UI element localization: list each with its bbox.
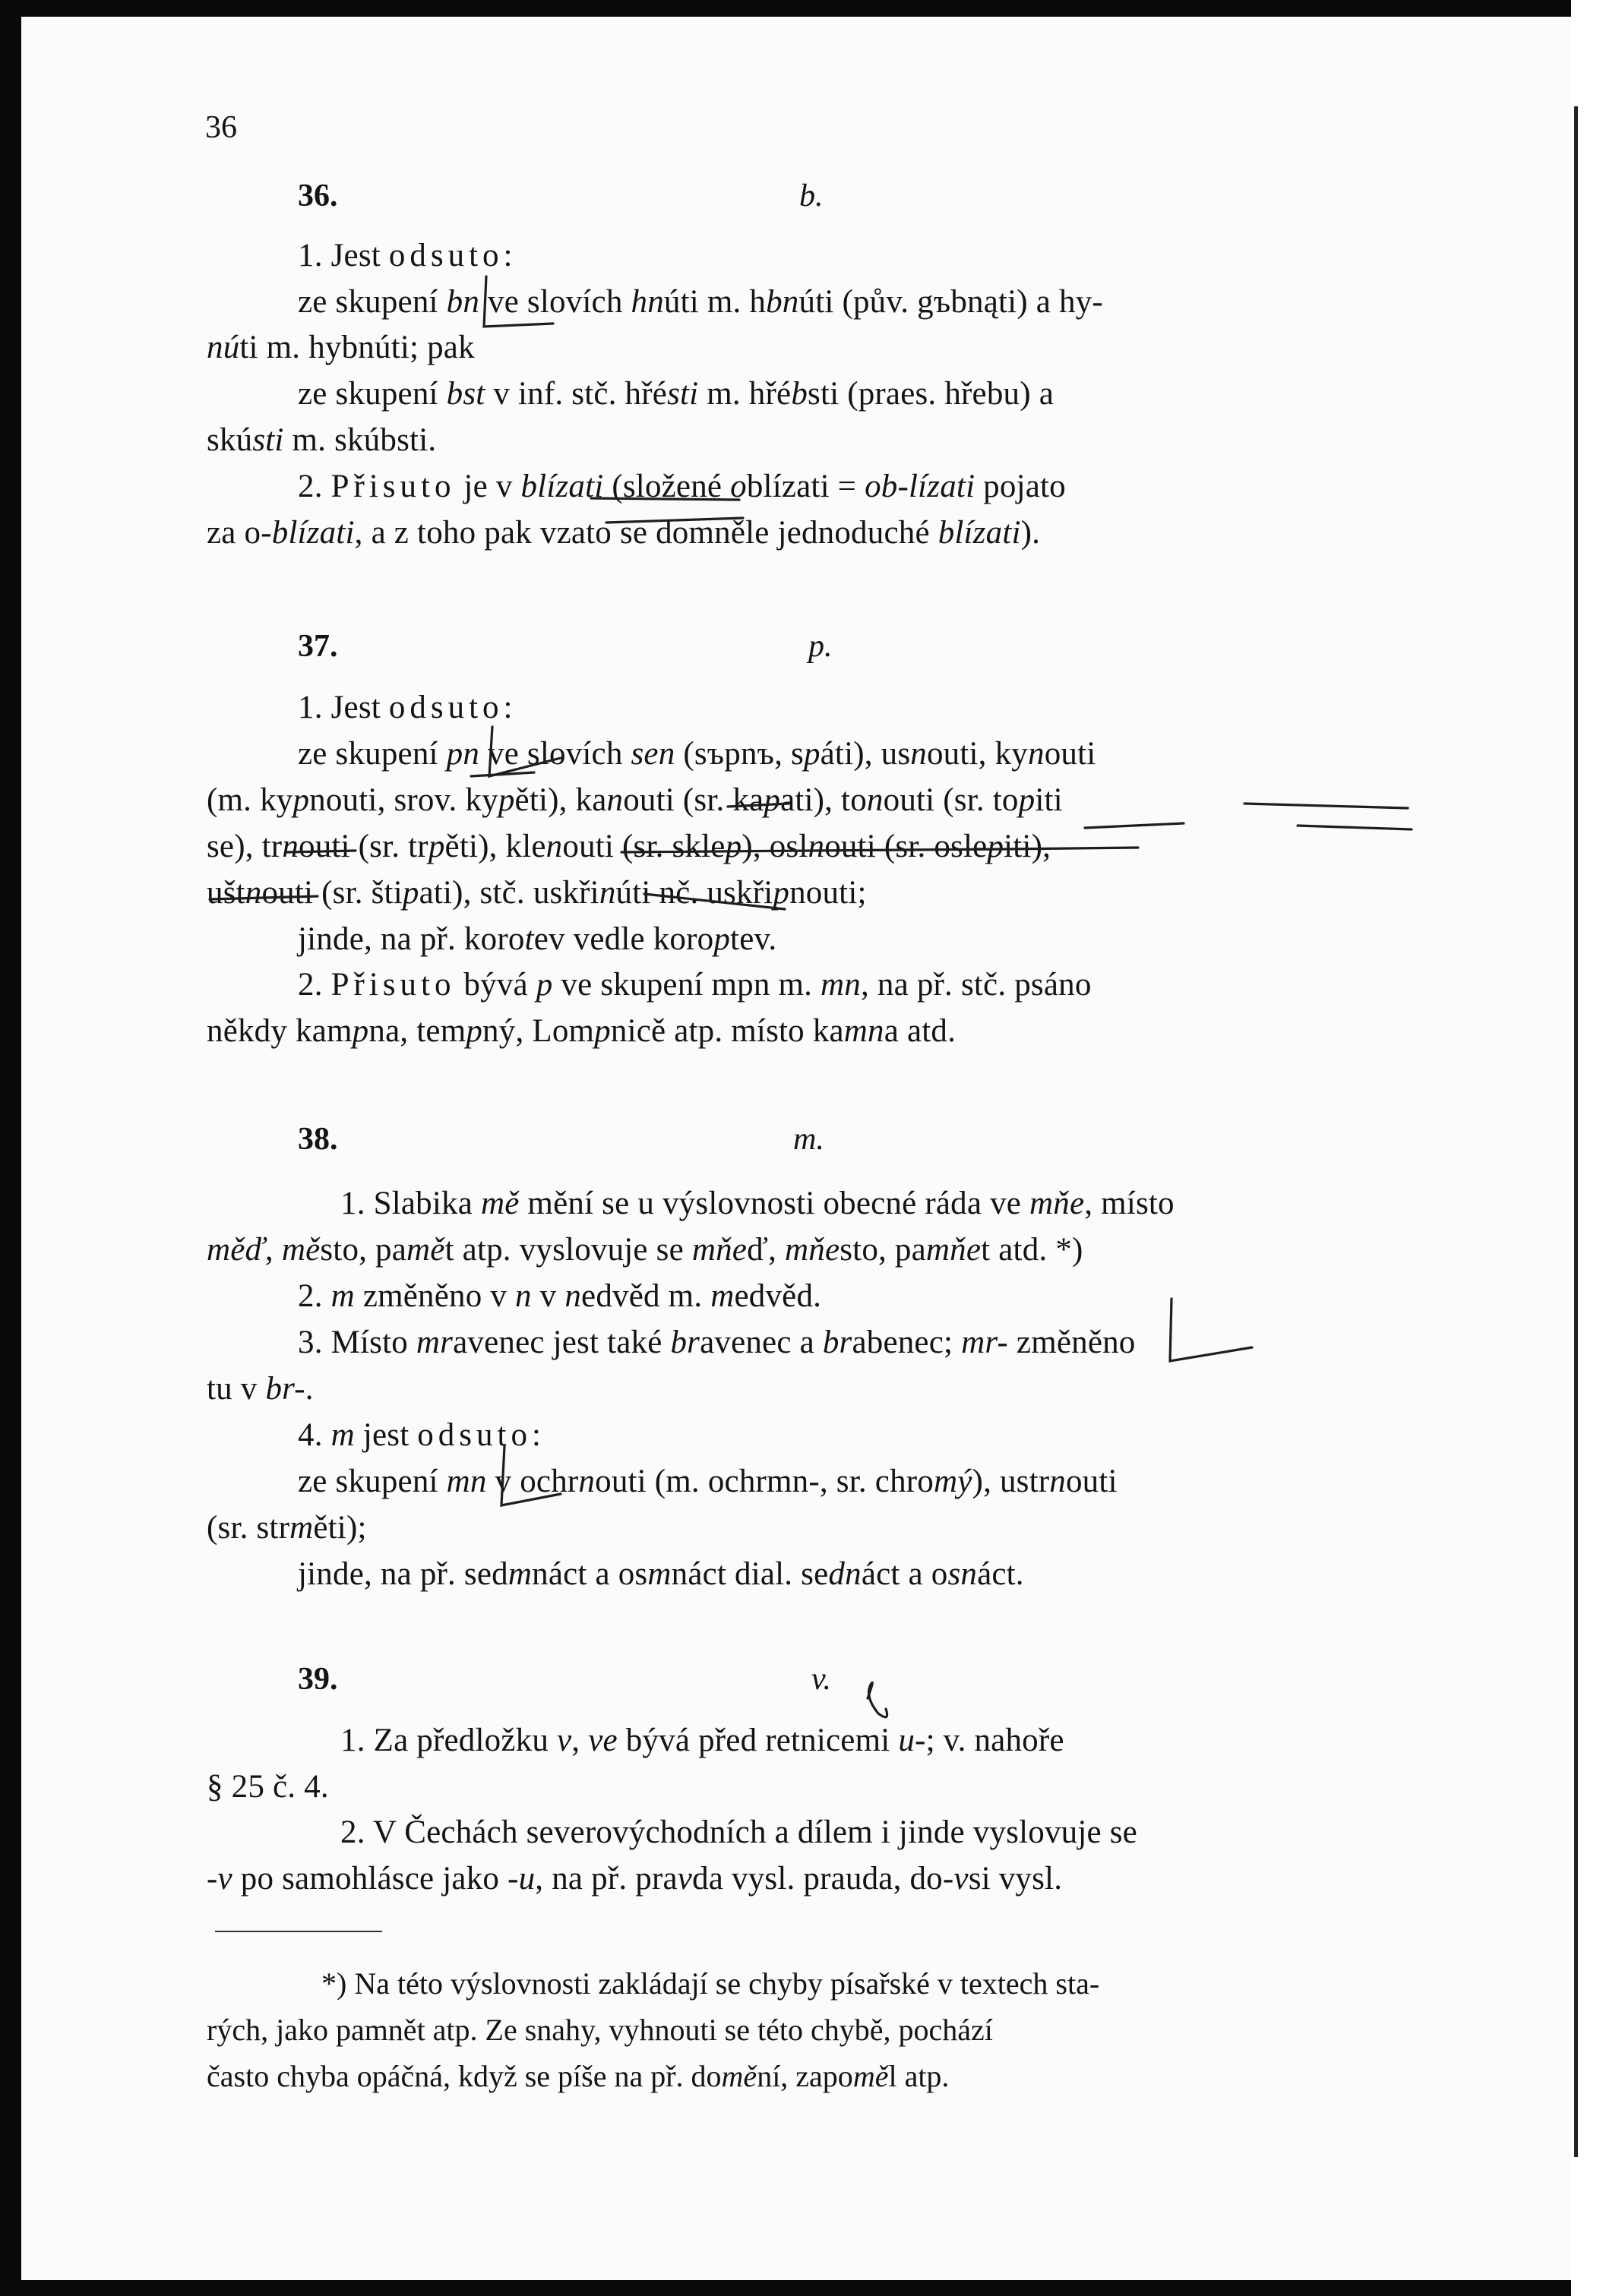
pencil-underline-mark [591,498,739,500]
section-36-letter: b. [799,178,824,213]
pencil-underline-mark [728,804,789,807]
section-37-letter: p. [808,629,833,664]
pencil-underline-mark [1001,848,1138,849]
pencil-bracket-mark [1170,1299,1252,1361]
section-39-letter: v. [811,1662,832,1697]
section-36-number: 36. [298,178,338,213]
text-line: (m. kypnouti, srov. kypěti), kanouti (sr. kapati), tonouti (sr. topiti [207,782,1063,818]
pencil-underline-mark [606,518,743,523]
text-line: § 25 č. 4. [207,1769,329,1805]
pencil-bracket-mark [484,276,553,327]
text-line: měď, město, pamět atp. vyslovuje se mňeď, mňesto, pamňet atd. *) [207,1232,1083,1268]
footnote-line: rých, jako pamnět atp. Ze snahy, vyhnouti se této chybě, pochází [207,2013,993,2047]
text-line: 1. Za předložku v, ve bývá před retnicemi u-; v. nahoře [340,1723,1064,1758]
text-line: ze skupení bst v inf. stč. hřésti m. hřébsti (praes. hřebu) a [298,376,1054,412]
pencil-scribble [868,1682,887,1716]
text-line: -v po samohlásce jako -u, na př. pravda vysl. prauda, do-vsi vysl. [207,1861,1063,1896]
pencil-underline-mark [287,851,356,852]
pencil-underline-mark [1244,804,1408,808]
page-edge [1571,0,1600,2296]
pencil-underline-mark [1085,823,1184,828]
text-line: 2. Přisuto bývá p ve skupení mpn m. mn, na př. stč. psáno [298,967,1092,1003]
text-line: skústi m. skúbsti. [207,422,437,458]
text-line: núti m. hybnúti; pak [207,330,475,365]
text-line: tu v br-. [207,1371,314,1407]
section-38-number: 38. [298,1122,338,1157]
text-line: se), trnouti (sr. trpěti), klenouti (sr. sklep), oslnouti (sr. oslepiti), [207,829,1051,864]
pencil-underline-mark [210,896,318,899]
scanned-page [21,17,1571,2280]
pencil-underline-mark [1298,826,1412,829]
pencil-bracket-mark [489,727,561,776]
text-line: jinde, na př. sedmnáct a osmnáct dial. sednáct a osnáct. [298,1556,1024,1592]
text-line: 2. Přisuto je v blízati (složené oblízati = ob-lízati pojato [298,469,1066,504]
pencil-underline-mark [644,894,785,909]
text-line: ze skupení bn ve slovích hnúti m. hbnúti (pův. gъbnąti) a hy- [298,284,1103,320]
pencil-bracket-mark [501,1446,561,1505]
section-38-letter: m. [793,1122,824,1157]
text-line: 3. Místo mravenec jest také bravenec a brabenec; mr- změněno [298,1325,1136,1360]
text-line: 1. Jest odsuto: [298,690,517,725]
pencil-underline-mark [621,849,1001,852]
section-37-number: 37. [298,629,338,664]
text-line: jinde, na př. korotev vedle koroptev. [298,921,777,957]
section-39-number: 39. [298,1662,338,1697]
text-line: 1. Slabika mě mění se u výslovnosti obecné ráda ve mňe, místo [340,1186,1175,1221]
footnote-line: často chyba opáčná, když se píše na př. domění, zapoměl atp. [207,2059,950,2093]
page-number: 36 [205,110,237,145]
text-line: někdy kampna, tempný, Lompnicě atp. místo kamna atd. [207,1013,957,1049]
text-line: za o-blízati, a z toho pak vzato se domněle jednoduché blízati). [207,515,1041,551]
text-line: (sr. strměti); [207,1510,367,1546]
text-line: 4. m jest odsuto: [298,1417,545,1453]
text-line: 1. Jest odsuto: [298,238,517,273]
handwritten-marks [21,17,1571,2280]
text-line: 2. m změněno v n v nedvěd m. medvěd. [298,1278,822,1314]
text-line: 2. V Čechách severovýchodních a dílem i jinde vyslovuje se [340,1814,1137,1850]
text-line: ze skupení pn ve slovích sen (sъpnъ, spáti), usnouti, kynouti [298,736,1096,772]
footnote-line: *) Na této výslovnosti zakládají se chyby písařské v textech sta- [321,1966,1100,2001]
text-line: ze skupení mn v ochrnouti (m. ochrmn-, sr. chromý), ustrnouti [298,1464,1118,1499]
text-line: uštnouti (sr. štipati), stč. uskřinúti nč. uskřipnouti; [207,875,867,911]
